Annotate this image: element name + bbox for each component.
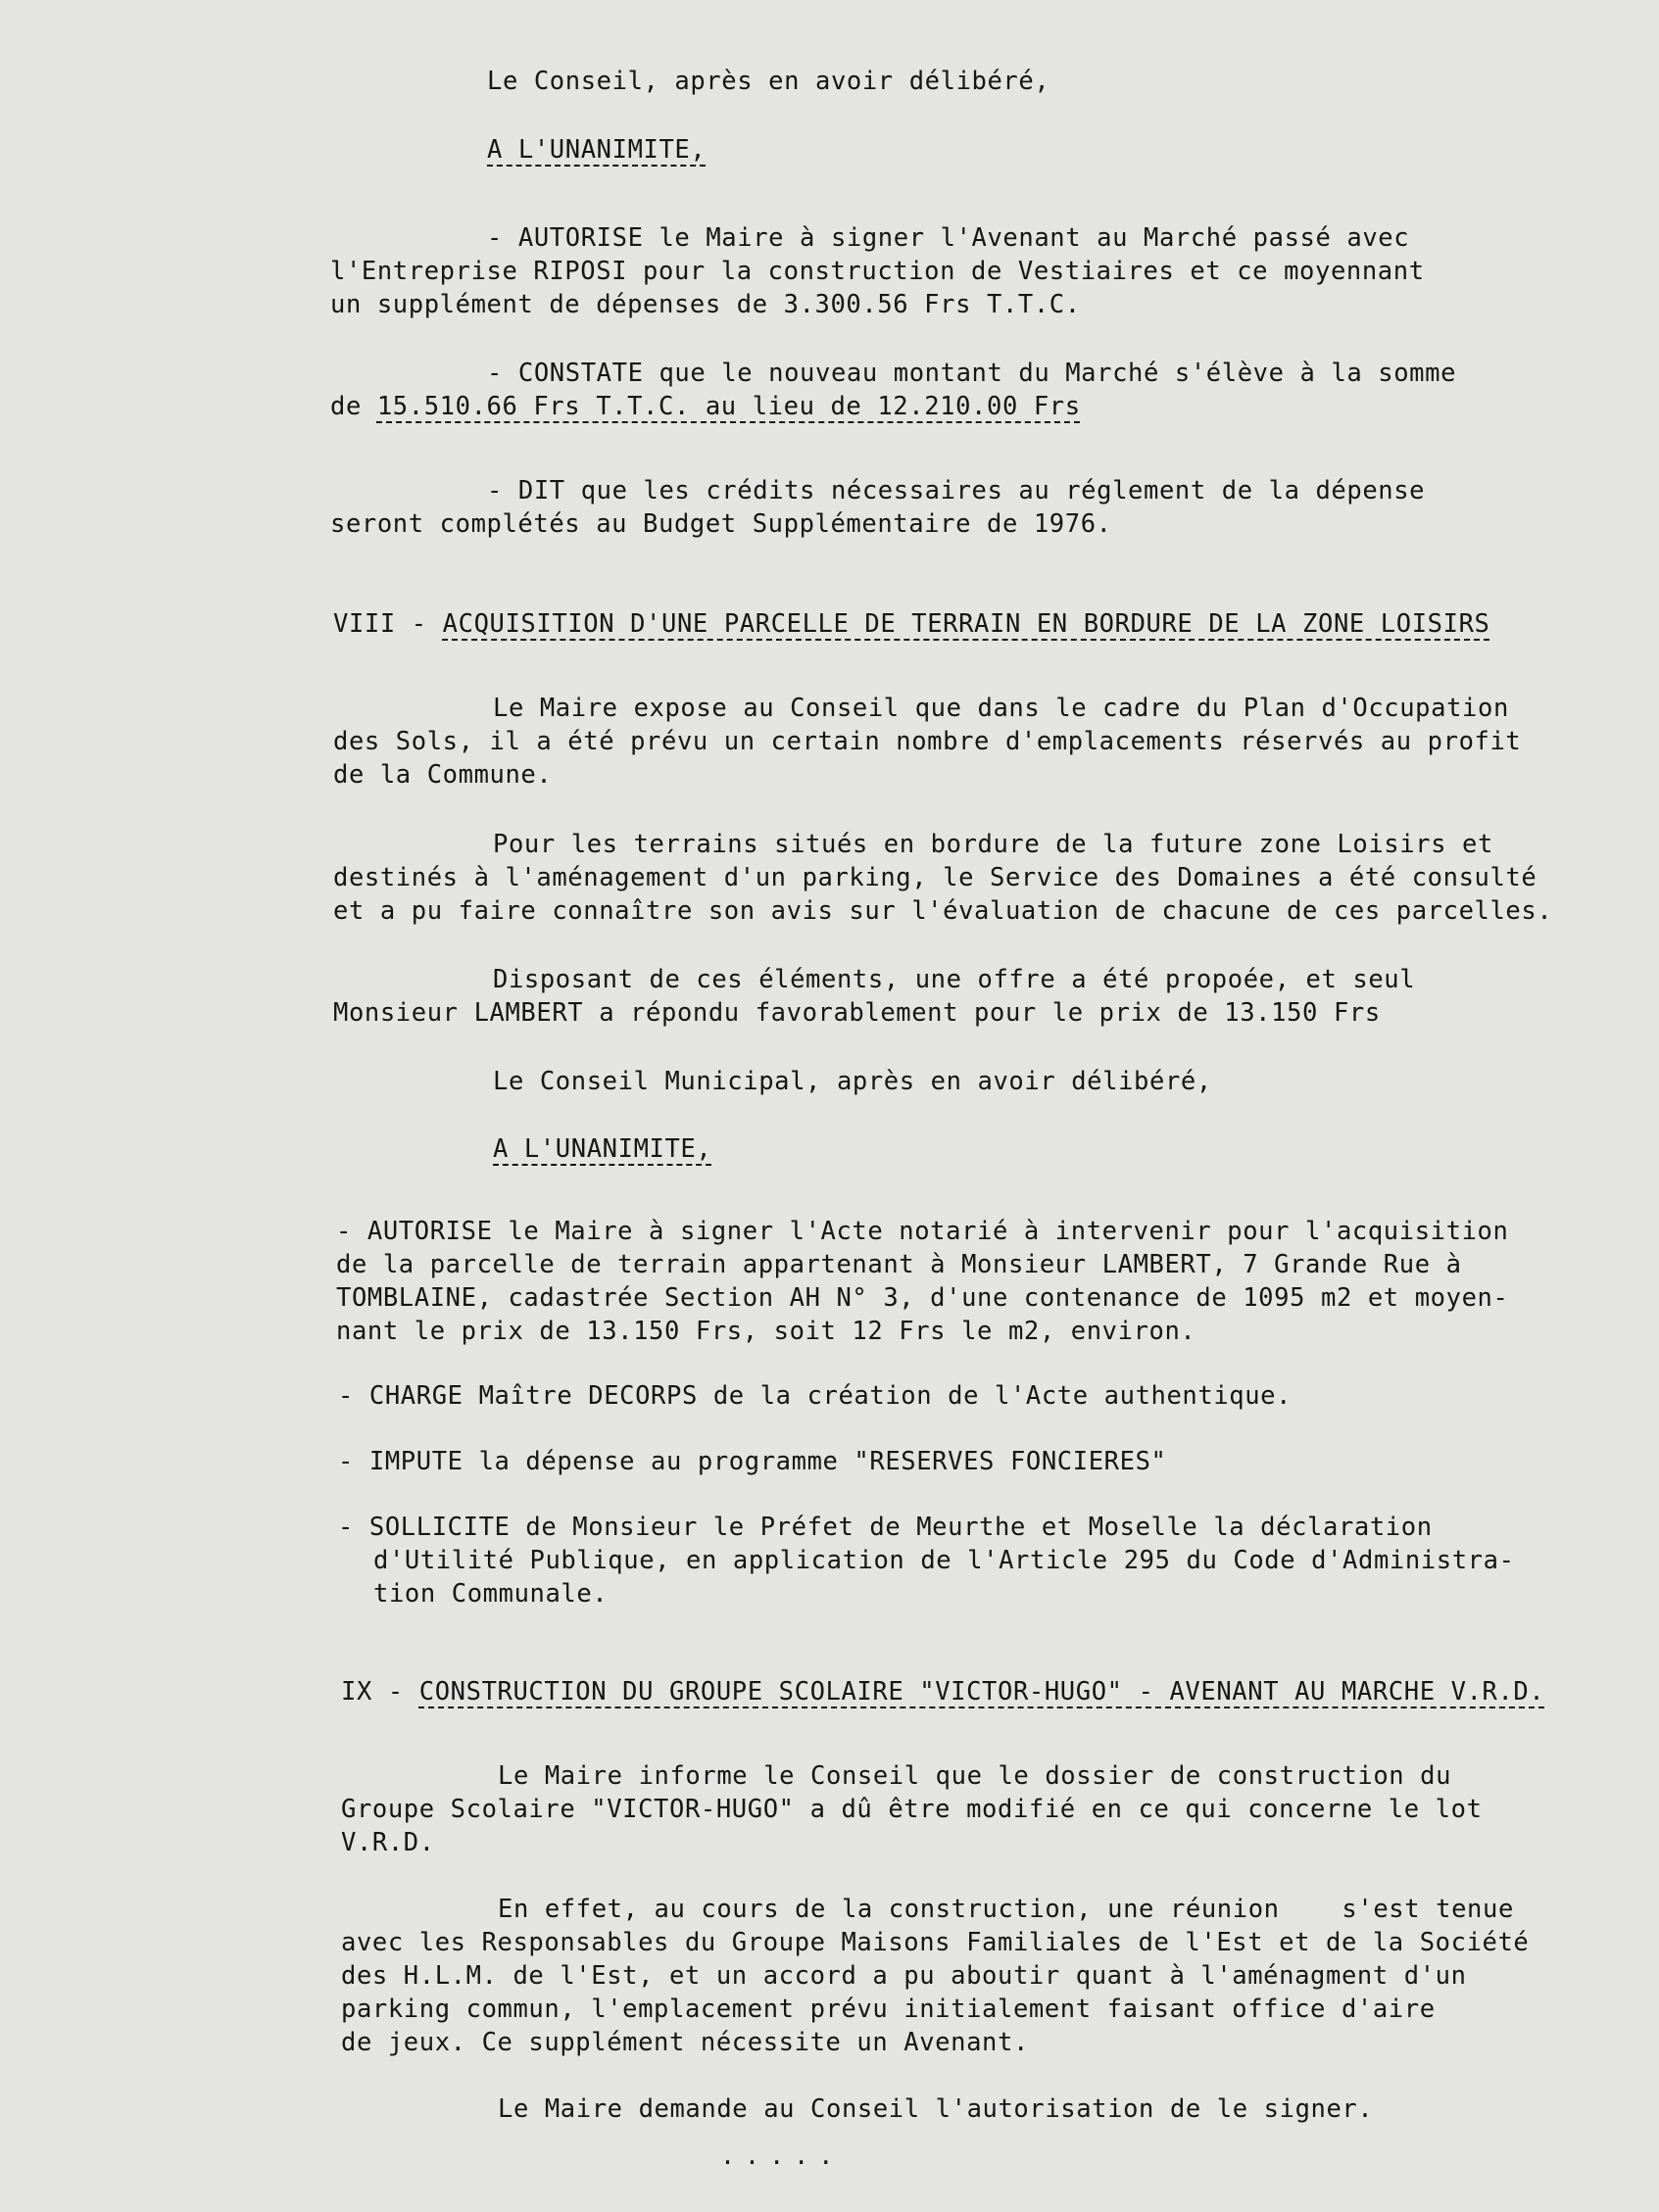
paragraph-line: parking commun, l'emplacement prévu initialement faisant office d'aire [341, 1995, 1436, 2024]
decision-line: - CHARGE Maître DECORPS de la création de l'Acte authentique. [338, 1381, 1293, 1411]
paragraph-line: de la Commune. [333, 760, 553, 790]
decision-line: - AUTORISE le Maire à signer l'Avenant au Marché passé avec [487, 223, 1410, 253]
decision-line: TOMBLAINE, cadastrée Section AH N° 3, d'une contenance de 1095 m2 et moyen- [336, 1283, 1509, 1313]
decision-line [330, 390, 1081, 423]
paragraph-line: Groupe Scolaire "VICTOR-HUGO" a dû être modifié en ce qui concerne le lot [341, 1795, 1483, 1824]
decision-line: - IMPUTE la dépense au programme "RESERVES FONCIERES" [338, 1447, 1167, 1476]
amount-prefix: de [330, 392, 377, 421]
decision-line: - SOLLICITE de Monsieur le Préfet de Meurthe et Moselle la déclaration [338, 1513, 1433, 1542]
paragraph-line: En effet, au cours de la construction, une réunion s'est tenue [498, 1895, 1514, 1924]
council-intro: Le Conseil, après en avoir délibéré, [487, 67, 1050, 96]
paragraph-line: et a pu faire connaître son avis sur l'évaluation de chacune de ces parcelles. [333, 896, 1553, 926]
section-heading-ix [341, 1675, 1544, 1708]
continuation-dots: ..... [720, 2141, 844, 2170]
amount-underlined: 15.510.66 Frs T.T.C. au lieu de 12.210.00 Frs [376, 392, 1081, 421]
decision-line: tion Communale. [373, 1579, 609, 1609]
decision-line: l'Entreprise RIPOSI pour la construction de Vestiaires et ce moyennant [330, 257, 1425, 286]
paragraph-line: des Sols, il a été prévu un certain nombre d'emplacements réservés au profit [333, 727, 1522, 756]
paragraph-line: Pour les terrains situés en bordure de la future zone Loisirs et [493, 830, 1493, 859]
section-number: IX - [341, 1677, 419, 1707]
decision-line: - CONSTATE que le nouveau montant du Marché s'élève à la somme [487, 359, 1457, 388]
decision-line: nant le prix de 13.150 Frs, soit 12 Frs le m2, environ. [336, 1317, 1196, 1346]
decision-line: - AUTORISE le Maire à signer l'Acte notarié à intervenir pour l'acquisition [336, 1217, 1509, 1246]
paragraph-line: Le Maire demande au Conseil l'autorisation de le signer. [498, 2094, 1374, 2124]
paragraph-line: V.R.D. [341, 1828, 435, 1857]
paragraph-line: Le Maire expose au Conseil que dans le cadre du Plan d'Occupation [493, 694, 1509, 723]
paragraph-line: de jeux. Ce supplément nécessite un Avenant. [341, 2028, 1029, 2057]
paragraph-line: des H.L.M. de l'Est, et un accord a pu aboutir quant à l'aménagment d'un [341, 1961, 1467, 1991]
paragraph-line: Monsieur LAMBERT a répondu favorablement pour le prix de 13.150 Frs [333, 998, 1381, 1028]
decision-line: d'Utilité Publique, en application de l'Article 295 du Code d'Administra- [373, 1546, 1515, 1575]
decision-line: - DIT que les crédits nécessaires au réglement de la dépense [487, 476, 1426, 505]
unanimity-heading: A L'UNANIMITE, [493, 1134, 712, 1164]
section-title: ACQUISITION D'UNE PARCELLE DE TERRAIN EN BORDURE DE LA ZONE LOISIRS [442, 609, 1490, 639]
paragraph-line: Le Maire informe le Conseil que le dossier de construction du [498, 1761, 1452, 1791]
section-title: CONSTRUCTION DU GROUPE SCOLAIRE "VICTOR-HUGO" - AVENANT AU MARCHE V.R.D. [418, 1677, 1545, 1707]
decision-line: un supplément de dépenses de 3.300.56 Frs T.T.C. [330, 290, 1081, 319]
section-heading-viii [333, 607, 1489, 641]
section-number: VIII - [333, 609, 443, 639]
decision-line: de la parcelle de terrain appartenant à Monsieur LAMBERT, 7 Grande Rue à [336, 1250, 1462, 1279]
paragraph-line: Disposant de ces éléments, une offre a été propoée, et seul [493, 965, 1416, 994]
paragraph-line: avec les Responsables du Groupe Maisons Familiales de l'Est et de la Société [341, 1928, 1530, 1957]
unanimity-heading: A L'UNANIMITE, [487, 135, 707, 165]
paragraph-line: destinés à l'aménagement d'un parking, le Service des Domaines a été consulté [333, 863, 1537, 892]
decision-line: seront complétés au Budget Supplémentaire de 1976. [330, 509, 1112, 539]
council-intro: Le Conseil Municipal, après en avoir délibéré, [493, 1067, 1212, 1096]
